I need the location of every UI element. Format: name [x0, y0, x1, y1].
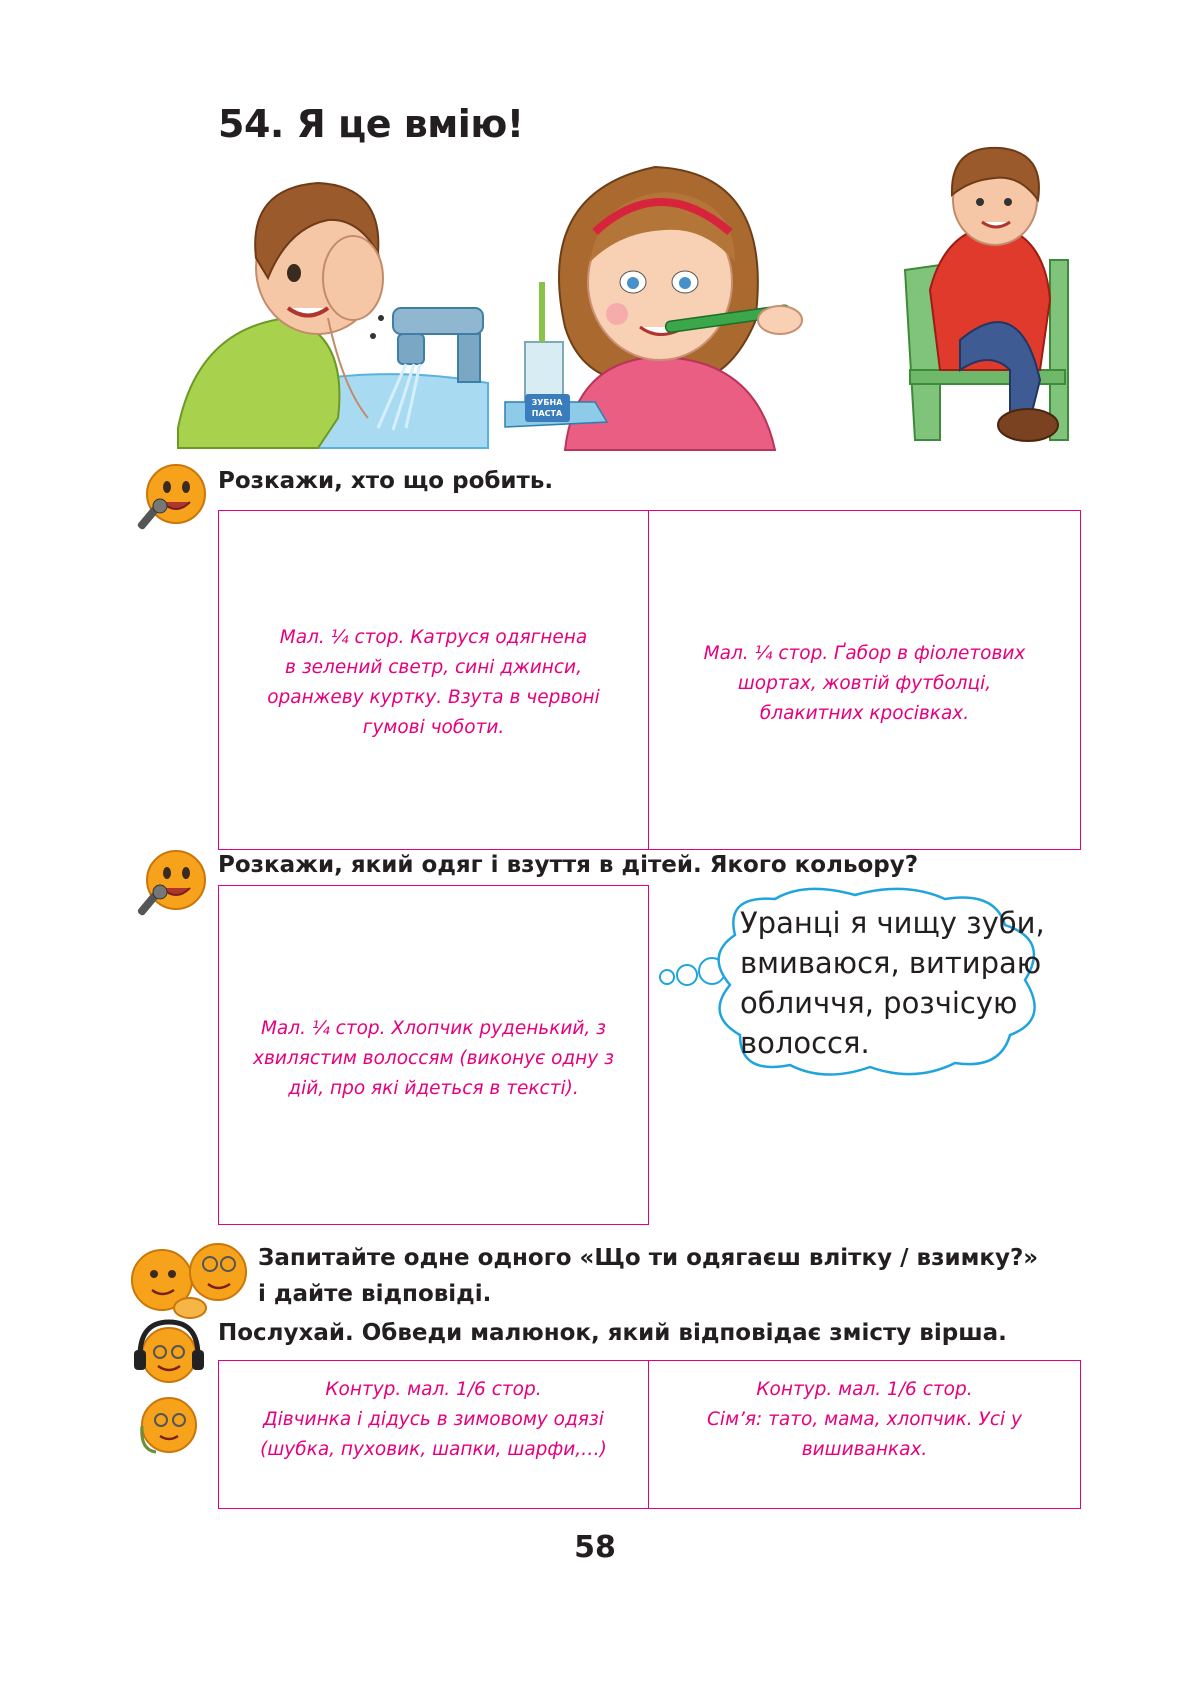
- boy-putting-on-shoe-illustration: [900, 140, 1080, 450]
- lesson-title: 54. Я це вмію!: [218, 102, 524, 146]
- placeholder-box-3: [218, 885, 649, 1225]
- placeholder-box-1: [218, 510, 649, 850]
- placeholder-text-4: Контур. мал. 1/6 стор. Дівчинка і дідусь в зимовому одязі (шубка, пуховик, шапки, шарфи,…): [260, 1379, 607, 1460]
- task1-instruction: Розкажи, хто що робить.: [218, 468, 554, 494]
- placeholder-text-1: Мал. ¼ стор. Катруся одягнена в зелений светр, сині джинси, оранжеву куртку. Взута в червоні гумові чоботи.: [267, 627, 600, 738]
- boy-washing-face-illustration: [178, 158, 498, 448]
- placeholder-text-5: Контур. мал. 1/6 стор. Сім’я: тато, мама, хлопчик. Усі у вишиванках.: [707, 1379, 1022, 1460]
- girl-brushing-teeth-illustration: [525, 152, 810, 450]
- toothpaste-label-line1: ЗУБНА: [531, 398, 563, 407]
- placeholder-text-3: Мал. ¼ стор. Хлопчик руденький, з хвилястим волоссям (виконує одну з дій, про які йдеться в тексті).: [253, 1018, 614, 1099]
- placeholder-text-2: Мал. ¼ стор. Ґабор в фіолетових шортах, жовтій футболці, блакитних кросівках.: [703, 643, 1026, 724]
- speaking-smiley-icon: [130, 848, 210, 928]
- toothpaste-label-line2: ПАСТА: [531, 409, 563, 418]
- placeholder-box-4: [218, 1360, 649, 1509]
- task3-instruction: Запитайте одне одного «Що ти одягаєш влітку / взимку?» і дайте відповіді.: [258, 1245, 1039, 1307]
- task2-instruction: Розкажи, який одяг і взуття в дітей. Якого кольору?: [218, 852, 919, 878]
- placeholder-box-5: [648, 1360, 1081, 1509]
- two-smileys-handshake-icon: [130, 1240, 250, 1325]
- task4-instruction: Послухай. Обведи малюнок, який відповідає змісту вірша.: [218, 1320, 1007, 1346]
- listening-smiley-icon: [134, 1320, 204, 1460]
- page-number: 58: [574, 1530, 616, 1565]
- thought-bubble-text: Уранці я чищу зуби, вмиваюся, витираю обличчя, розчісую волосся.: [740, 906, 1045, 1060]
- placeholder-box-2: [648, 510, 1081, 850]
- speaking-smiley-icon: [130, 462, 210, 542]
